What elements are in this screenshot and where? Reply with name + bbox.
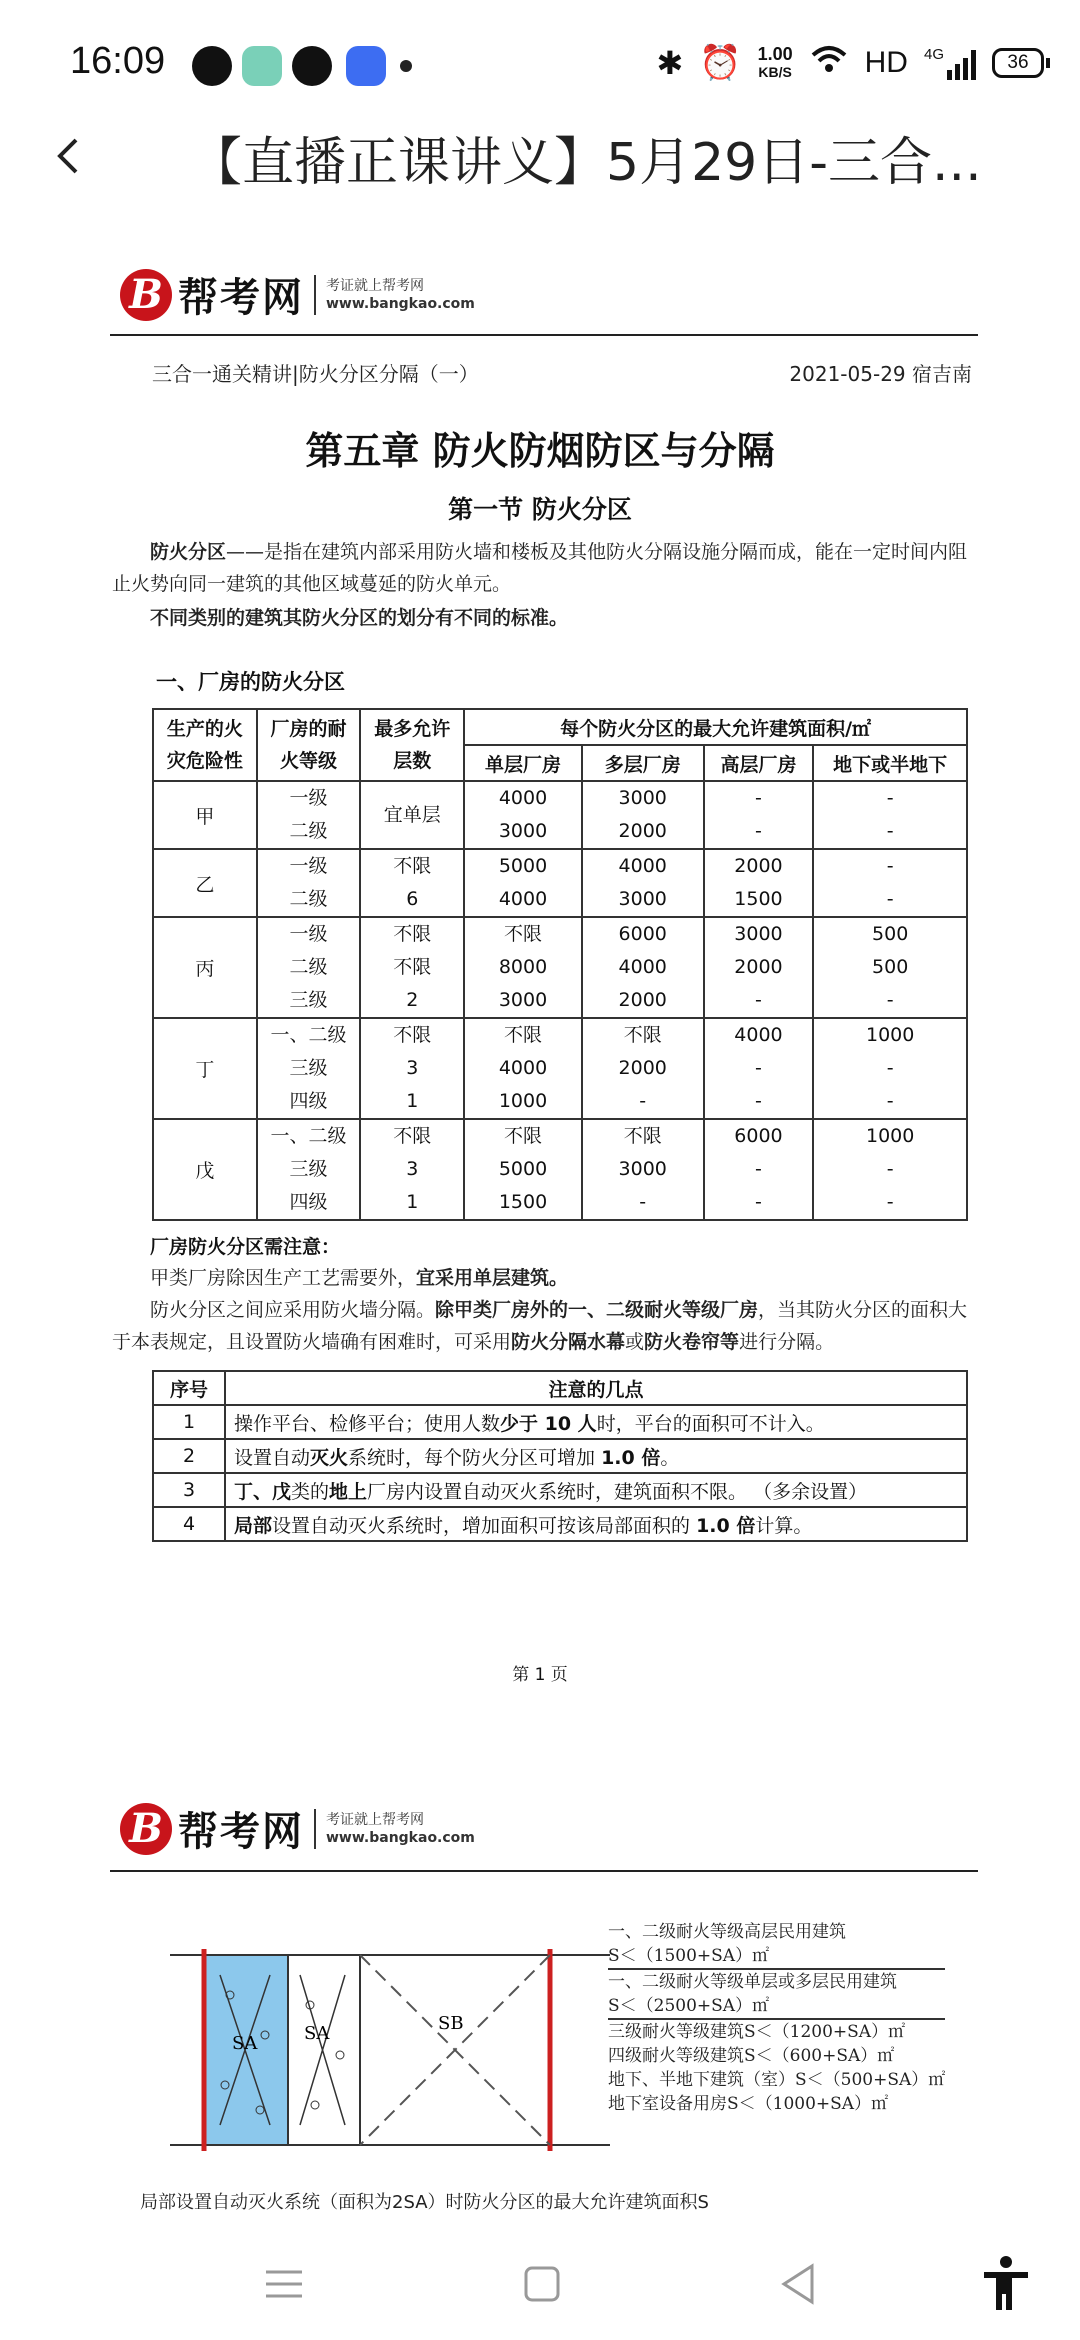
net-speed (758, 45, 793, 81)
note-number: 1 (153, 1405, 225, 1439)
high-area (704, 1018, 814, 1119)
max-layers-value: 1 (406, 1191, 419, 1213)
header-no: 序号 (153, 1371, 225, 1405)
note-text-part: 类的 (291, 1480, 330, 1503)
underground-area-value: - (886, 1090, 894, 1112)
fire-rating-value: 一级 (289, 787, 328, 809)
notes-row (153, 1473, 967, 1507)
accessibility-icon (980, 2254, 1032, 2314)
single-area (464, 1018, 582, 1119)
high-area-value: 6000 (734, 1125, 783, 1147)
notes-table (152, 1370, 968, 1542)
max-layers (360, 1018, 464, 1119)
fire-rating-value: 三级 (289, 1158, 328, 1180)
multi-area-value: - (639, 1090, 647, 1112)
note-text-part: 。 (660, 1446, 680, 1469)
underground-area (813, 781, 967, 849)
notes-row (153, 1405, 967, 1439)
underground-area (813, 849, 967, 917)
bangkao-logo (120, 266, 475, 323)
signal-icon (924, 46, 976, 80)
definition-term: 防火分区 (150, 541, 227, 563)
multi-area-value: 3000 (618, 787, 667, 809)
underground-area-value: - (886, 1057, 894, 1079)
underground-area (813, 1119, 967, 1220)
bluetooth-icon: ✱ (656, 45, 684, 81)
multi-area-value: 4000 (618, 855, 667, 877)
header-single: 单层厂房 (464, 745, 582, 781)
multi-area-value: 不限 (623, 1024, 662, 1046)
fire-rating-value: 三级 (289, 989, 328, 1011)
fire-rating-value: 四级 (289, 1090, 328, 1112)
multi-area (582, 781, 704, 849)
more-dot-icon (400, 60, 412, 72)
fire-rating-value: 一级 (289, 923, 328, 945)
doc-subtitle: 三合一通关精讲|防火分区分隔（一） (152, 362, 479, 386)
single-area-value: 1000 (498, 1090, 548, 1112)
header-hazard: 生产的火 灾危险性 (153, 709, 257, 781)
fire-rating-value: 四级 (289, 1191, 328, 1213)
hazard-category: 甲 (153, 781, 257, 849)
chapter-title: 第五章 防火防烟防区与分隔 (305, 428, 775, 473)
network-type: 4G (923, 46, 944, 63)
note-text-part: 时，平台的面积可不计入。 (596, 1412, 825, 1435)
max-layers-value: 不限 (393, 855, 432, 877)
header-underground: 地下或半地下 (813, 745, 967, 781)
note-text-part: 少于 10 人 (500, 1412, 597, 1435)
back-button[interactable] (48, 126, 88, 186)
high-area-value: 3000 (734, 923, 783, 945)
high-area-value: - (755, 1057, 762, 1079)
underground-area-value: 1000 (865, 1024, 915, 1046)
header-max-layers: 最多允许 层数 (360, 709, 464, 781)
page-number: 第 1 页 (512, 1665, 568, 1685)
max-layers-value: 6 (406, 888, 419, 910)
note-text-part: 灭火 (310, 1446, 349, 1469)
single-area-value: 5000 (498, 855, 548, 877)
multi-area-value: 6000 (618, 923, 667, 945)
underground-area-value: - (886, 820, 894, 842)
multi-area-value: 2000 (618, 1057, 667, 1079)
max-layers-value: 2 (406, 989, 419, 1011)
alarm-icon: ⏰ (699, 44, 742, 82)
note-text-part: 设置自动灭火系统时，增加面积可按该局部面积的 (272, 1514, 697, 1537)
multi-area-value: 2000 (618, 820, 667, 842)
max-layers-value: 不限 (393, 956, 432, 978)
single-area-value: 不限 (503, 1125, 542, 1147)
note-number: 3 (153, 1473, 225, 1507)
notes-row (153, 1439, 967, 1473)
single-area-value: 4000 (498, 888, 548, 910)
diagram-note-line: S＜（2500+SA）㎡ (608, 1994, 945, 2020)
underground-area-value: - (886, 888, 894, 910)
multi-area (582, 1018, 704, 1119)
note-text (225, 1507, 967, 1541)
diagram-note-line: 一、二级耐火等级单层或多层民用建筑 (608, 1972, 897, 1992)
logo-b-icon: B (120, 1803, 172, 1855)
multi-area-value: 不限 (623, 1125, 662, 1147)
notice-1: 甲类厂房除因生产工艺需要外，宜采用单层建筑。 (150, 1267, 569, 1289)
multi-area (582, 1119, 704, 1220)
note-text-part: 1.0 倍 (696, 1514, 756, 1537)
max-layers-value: 不限 (393, 1024, 432, 1046)
multi-area (582, 849, 704, 917)
fire-rating-value: 三级 (289, 1057, 328, 1079)
wechat-icon (292, 46, 332, 86)
net-speed-value: 1.00 (757, 44, 793, 64)
menu-button[interactable] (264, 2264, 304, 2308)
note-text-part: 局部 (234, 1514, 273, 1537)
single-area-value: 不限 (503, 923, 542, 945)
multi-area-value: 3000 (618, 888, 667, 910)
fire-rating (257, 1018, 361, 1119)
fire-rating (257, 1119, 361, 1220)
logo-name: 帮考网 (178, 275, 304, 321)
single-area-value: 3000 (498, 989, 548, 1011)
app-notification-icon (192, 46, 232, 86)
diagram-note-line: 四级耐火等级建筑S＜（600+SA）㎡ (608, 2046, 895, 2066)
high-area-value: - (755, 787, 762, 809)
note-bold: 不同类别的建筑其防火分区的划分有不同的标准。 (150, 607, 569, 629)
notice-title: 厂房防火分区需注意： (150, 1236, 341, 1258)
logo-url: www.bangkao.com (326, 1829, 475, 1846)
note-text-part: 1.0 倍 (601, 1446, 661, 1469)
section-title: 第一节 防火分区 (448, 495, 632, 524)
note-number: 2 (153, 1439, 225, 1473)
home-icon (522, 2264, 562, 2304)
note-text-part: 设置自动 (234, 1446, 311, 1469)
accessibility-button[interactable] (980, 2254, 1032, 2318)
underground-area (813, 1018, 967, 1119)
single-area-value: 5000 (498, 1158, 548, 1180)
wifi-icon (809, 43, 849, 83)
single-area (464, 1119, 582, 1220)
back-arrow-icon (48, 126, 88, 186)
high-area (704, 849, 814, 917)
sa-label-1: SA (232, 2033, 258, 2054)
diagram-note-line: 三级耐火等级建筑S＜（1200+SA）㎡ (608, 2022, 906, 2042)
diagram-caption: 局部设置自动灭火系统（面积为2SA）时防火分区的最大允许建筑面积S (140, 2192, 709, 2213)
hazard-category: 戊 (153, 1119, 257, 1220)
underground-area-value: 1000 (865, 1125, 915, 1147)
underground-area-value: 500 (872, 923, 909, 945)
hazard-category: 乙 (153, 849, 257, 917)
heading-factory: 一、厂房的防火分区 (156, 670, 345, 694)
factory-fire-zone-table (152, 708, 968, 1221)
logo-b-icon: B (120, 269, 172, 321)
sa-label-2: SA (304, 2023, 330, 2044)
max-layers-value: 不限 (393, 923, 432, 945)
note-text-part: 地上 (329, 1480, 368, 1503)
max-layers-value: 3 (406, 1057, 419, 1079)
logo-url: www.bangkao.com (326, 295, 475, 312)
header-notes: 注意的几点 (225, 1371, 967, 1405)
notes-row (153, 1507, 967, 1541)
doc-date: 2021-05-29 宿吉南 (789, 362, 972, 386)
logo-slogan: 考证就上帮考网 (326, 277, 424, 294)
hazard-category: 丁 (153, 1018, 257, 1119)
battery-icon (992, 48, 1050, 78)
single-area-value: 4000 (498, 1057, 548, 1079)
underground-area (813, 917, 967, 1018)
underground-area-value: - (886, 787, 894, 809)
max-layers (360, 849, 464, 917)
high-area-value: - (755, 820, 762, 842)
battery-level: 36 (992, 48, 1044, 78)
max-layers (360, 1119, 464, 1220)
single-area-value: 4000 (498, 787, 548, 809)
max-layers-value: 3 (406, 1158, 419, 1180)
high-area-value: - (755, 1090, 762, 1112)
fire-rating-value: 一、二级 (270, 1125, 347, 1147)
note-text (225, 1473, 967, 1507)
note-text (225, 1405, 967, 1439)
multi-area (582, 917, 704, 1018)
hazard-category: 丙 (153, 917, 257, 1018)
high-area-value: 4000 (734, 1024, 783, 1046)
underground-area-value: - (886, 855, 894, 877)
underground-area-value: - (886, 989, 894, 1011)
status-icons (656, 38, 1050, 88)
fire-rating (257, 781, 361, 849)
header-max-area: 每个防火分区的最大允许建筑面积/㎡ (464, 709, 967, 745)
definition-text: ——是指在建筑内部采用防火墙和楼板及其他防火分隔设施分隔而成，能在一定时间内阻止火势向同一建筑的其他区域蔓延的防火单元。 (112, 541, 968, 595)
max-layers (360, 917, 464, 1018)
max-layers-value: 不限 (393, 1125, 432, 1147)
single-area (464, 781, 582, 849)
high-area-value: - (755, 1191, 762, 1213)
fire-rating-value: 二级 (289, 888, 328, 910)
note-text-part: 丁、戊 (234, 1480, 292, 1503)
logo-slogan: 考证就上帮考网 (326, 1811, 424, 1828)
multi-area-value: 3000 (618, 1158, 667, 1180)
high-area-value: 2000 (734, 855, 783, 877)
fire-rating (257, 917, 361, 1018)
single-area (464, 849, 582, 917)
single-area-value: 8000 (498, 956, 548, 978)
high-area (704, 1119, 814, 1220)
single-area (464, 917, 582, 1018)
header-multi: 多层厂房 (582, 745, 704, 781)
note-text-part: 厂房内设置自动灭火系统时，建筑面积不限。 （多余设置） (367, 1480, 868, 1503)
multi-area-value: 4000 (618, 956, 667, 978)
logo-name: 帮考网 (178, 1809, 304, 1855)
bangkao-logo-2 (120, 1800, 475, 1857)
note-text-part: 计算。 (755, 1514, 813, 1537)
header-rule-2 (110, 1870, 978, 1872)
menu-icon (264, 2264, 304, 2304)
diagram-note-line: 一、二级耐火等级高层民用建筑 (608, 1922, 846, 1942)
high-area (704, 917, 814, 1018)
single-area-value: 不限 (503, 1024, 542, 1046)
header-fire-rating: 厂房的耐 火等级 (257, 709, 361, 781)
back-icon (778, 2262, 818, 2306)
app-icon-blue (346, 46, 386, 86)
high-area (704, 781, 814, 849)
underground-area-value: - (886, 1191, 894, 1213)
underground-area-value: 500 (872, 956, 909, 978)
fire-rating-value: 一级 (289, 855, 328, 877)
header-high: 高层厂房 (704, 745, 814, 781)
fire-rating-value: 二级 (289, 820, 328, 842)
max-layers (360, 781, 464, 849)
underground-area-value: - (886, 1158, 894, 1180)
sb-label: SB (438, 2013, 464, 2034)
multi-area-value: 2000 (618, 989, 667, 1011)
diagram-note-line: S＜（1500+SA）㎡ (608, 1944, 945, 1970)
note-text-part: 操作平台、检修平台；使用人数 (234, 1412, 501, 1435)
notice-2: 防火分区之间应采用防火墙分隔。除甲类厂房外的一、二级耐火等级厂房，当其防火分区的面积大于本表规定，且设置防火墙确有困难时，可采用防火分隔水幕或防火卷帘等进行分隔。 (112, 1299, 968, 1353)
fire-zone-diagram (170, 1935, 610, 2165)
multi-area-value: - (639, 1191, 647, 1213)
hd-label: HD (864, 46, 908, 79)
high-area-value: - (755, 989, 762, 1011)
high-area-value: 2000 (734, 956, 783, 978)
single-area-value: 1500 (498, 1191, 548, 1213)
diagram-note-line: 地下、半地下建筑（室）S＜（500+SA）㎡ (608, 2070, 946, 2090)
home-button[interactable] (522, 2264, 562, 2308)
high-area-value: 1500 (734, 888, 783, 910)
note-text-part: 系统时，每个防火分区可增加 (348, 1446, 602, 1469)
diagram-note-line: 地下室设备用房S＜（1000+SA）㎡ (608, 2094, 889, 2114)
definition-paragraph (112, 536, 978, 600)
net-speed-unit: KB/S (758, 64, 792, 80)
app-icon (242, 46, 282, 86)
fire-rating-value: 二级 (289, 956, 328, 978)
note-number: 4 (153, 1507, 225, 1541)
high-area-value: - (755, 1158, 762, 1180)
note-text (225, 1439, 967, 1473)
single-area-value: 3000 (498, 820, 548, 842)
max-layers-value: 1 (406, 1090, 419, 1112)
fire-rating-value: 一、二级 (270, 1024, 347, 1046)
diagram-notes (608, 1920, 945, 2116)
fire-rating (257, 849, 361, 917)
header-rule (110, 334, 978, 336)
nav-back-button[interactable] (778, 2262, 818, 2310)
page-title: 【直播正课讲义】5月29日-三合... (190, 133, 982, 193)
status-time: 16:09 (70, 40, 166, 82)
max-layers-value: 宜单层 (383, 803, 441, 826)
